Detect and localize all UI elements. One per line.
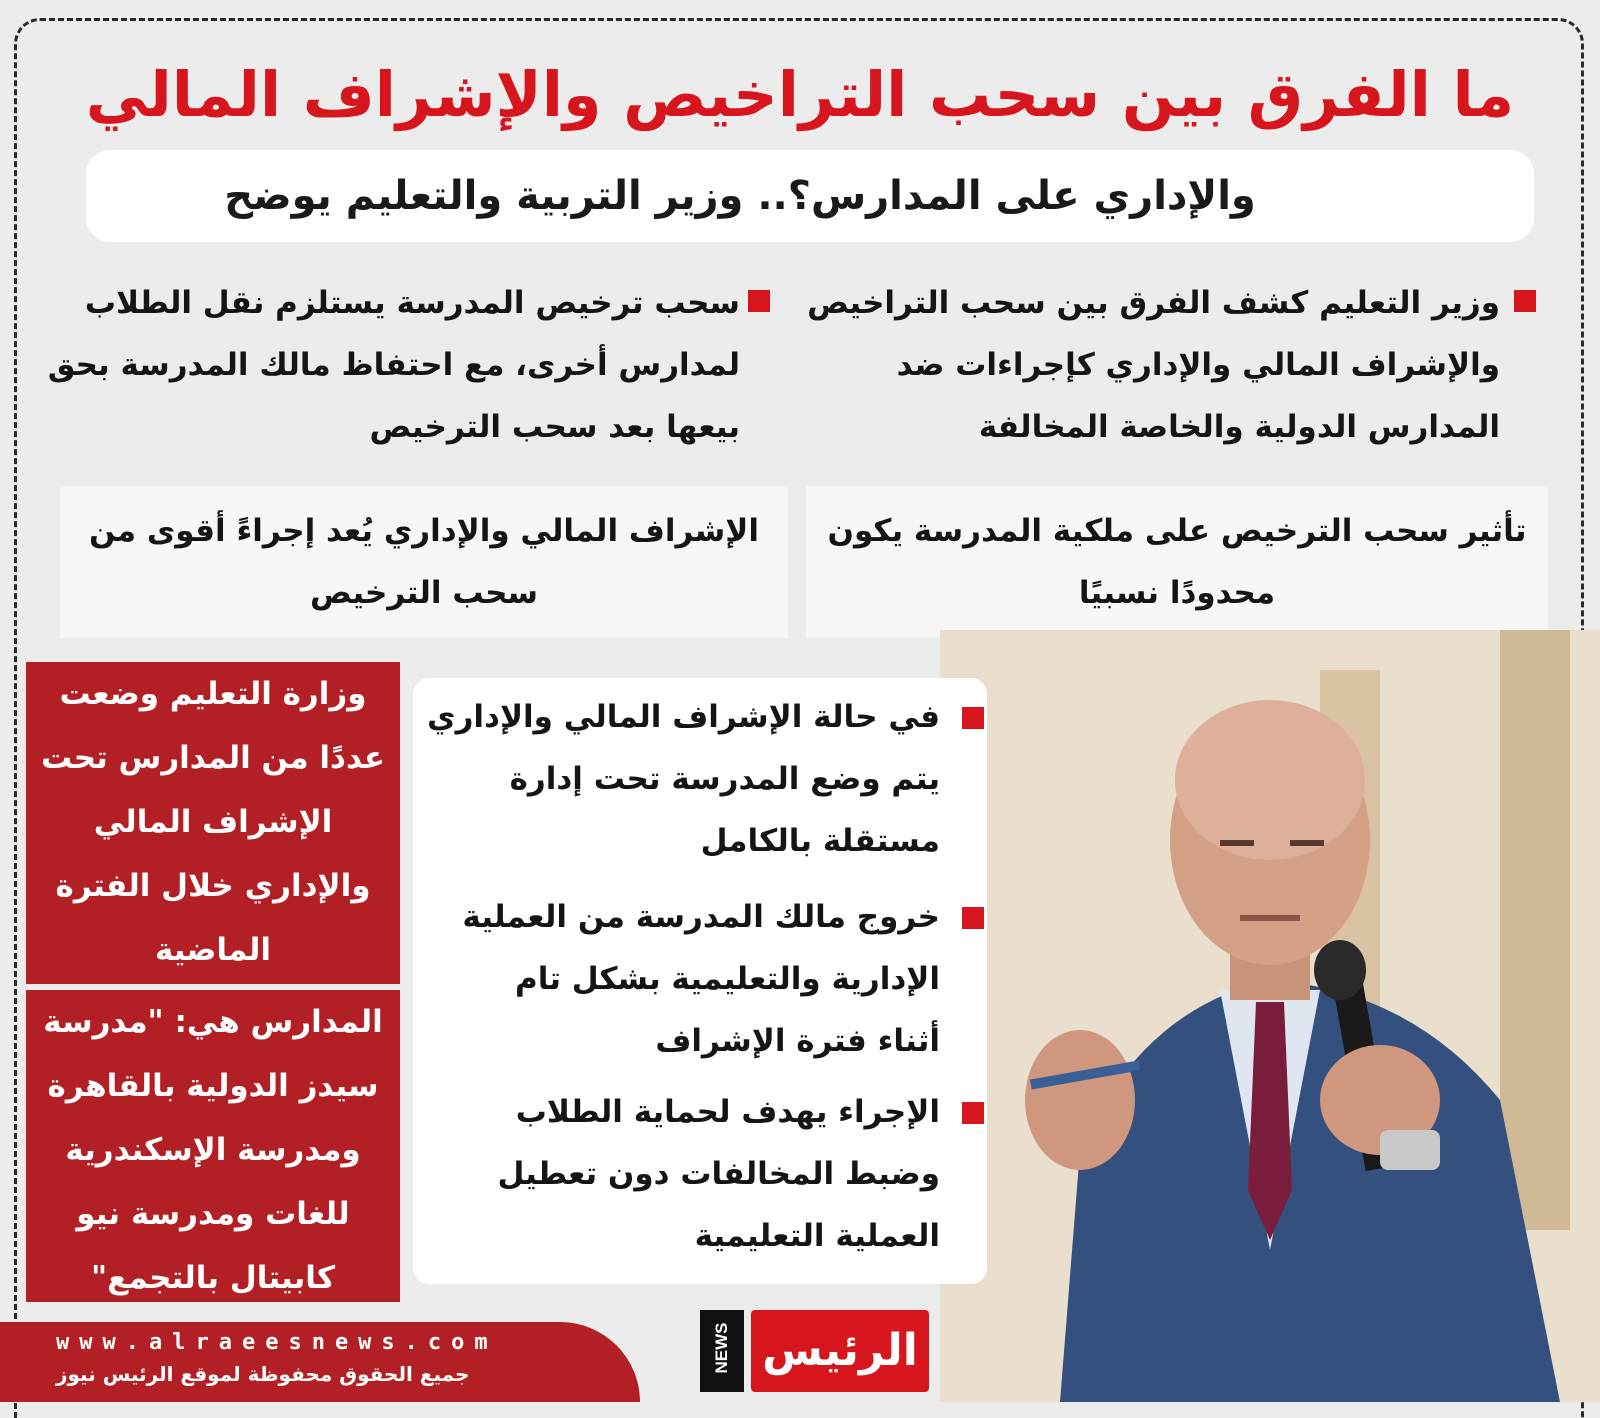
panel-bullet-line: وضبط المخالفات دون تعطيل [497, 1156, 940, 1192]
red-box-line: المدارس هي: "مدرسة [43, 1004, 383, 1040]
bullet-square-icon [962, 907, 984, 929]
panel-bullet-line: يتم وضع المدرسة تحت إدارة [509, 761, 940, 797]
red-box-line: الإشراف المالي [93, 804, 333, 840]
red-box-line: عددًا من المدارس تحت [40, 740, 386, 776]
logo-news-badge [700, 1310, 744, 1392]
panel-bullet-line: أثناء فترة الإشراف [655, 1023, 940, 1059]
panel-bullet-line: الإجراء يهدف لحماية الطلاب [515, 1094, 940, 1130]
top-bullet-2-line: سحب ترخيص المدرسة يستلزم نقل الطلاب [84, 285, 740, 321]
bullet-square-icon [1514, 290, 1536, 312]
panel-bullet-1 [420, 686, 940, 872]
panel-bullet-line: مستقلة بالكامل [700, 823, 940, 859]
top-bullet-1 [800, 272, 1500, 458]
card-line: محدودًا نسبيًا [1078, 575, 1276, 611]
panel-bullet-line: في حالة الإشراف المالي والإداري [427, 699, 940, 735]
panel-bullet-3 [420, 1081, 940, 1267]
panel-bullet-line: خروج مالك المدرسة من العملية [462, 899, 940, 935]
card-line: الإشراف المالي والإداري يُعد إجراءً أقوى من [89, 513, 759, 549]
footer-url-link[interactable]: www.alraeesnews.com [56, 1330, 498, 1355]
red-box-line: كابيتال بالتجمع" [91, 1260, 335, 1296]
card-ownership-text [806, 500, 1548, 624]
red-box-line: وزارة التعليم وضعت [59, 676, 367, 712]
red-box-line: الماضية [154, 932, 272, 968]
red-box-line: للغات ومدرسة نيو [76, 1196, 350, 1232]
top-bullet-2-line: بيعها بعد سحب الترخيص [369, 409, 740, 445]
card-line: سحب الترخيص [310, 575, 538, 611]
subtitle: والإداري على المدارس؟.. وزير التربية والتعليم يوضح [224, 173, 1256, 219]
subtitle-box [86, 150, 1534, 242]
top-bullet-1-line: وزير التعليم كشف الفرق بين سحب التراخيص [807, 285, 1500, 321]
bullet-square-icon [748, 290, 770, 312]
panel-bullet-line: الإدارية والتعليمية بشكل تام [514, 961, 940, 997]
top-bullet-1-line: والإشراف المالي والإداري كإجراءات ضد [896, 347, 1500, 383]
card-line: تأثير سحب الترخيص على ملكية المدرسة يكون [827, 513, 1527, 549]
alraees-logo[interactable] [751, 1310, 929, 1392]
red-box-line: سيدز الدولية بالقاهرة [47, 1068, 379, 1104]
card-ownership [806, 486, 1548, 638]
footer-rights: جميع الحقوق محفوظة لموقع الرئيس نيوز [56, 1362, 470, 1386]
bullet-square-icon [962, 1102, 984, 1124]
logo-news-text: NEWS [712, 1322, 731, 1374]
top-bullet-2 [40, 272, 740, 458]
bullet-square-icon [962, 707, 984, 729]
headline: ما الفرق بين سحب التراخيص والإشراف المالي [85, 58, 1515, 131]
red-box-schools [26, 990, 400, 1302]
minister-photo [940, 630, 1600, 1402]
card-supervision [60, 486, 788, 638]
top-bullet-1-line: المدارس الدولية والخاصة المخالفة [978, 409, 1500, 445]
red-box-line: والإداري خلال الفترة [55, 868, 371, 904]
logo-arabic-text: الرئيس [762, 1325, 918, 1376]
panel-bullet-line: العملية التعليمية [694, 1218, 940, 1254]
red-box-line: ومدرسة الإسكندرية [65, 1132, 361, 1168]
red-box-ministry [26, 662, 400, 984]
top-bullet-2-line: لمدارس أخرى، مع احتفاظ مالك المدرسة بحق [47, 347, 740, 383]
panel-bullet-2 [420, 886, 940, 1072]
card-supervision-text [60, 500, 788, 624]
